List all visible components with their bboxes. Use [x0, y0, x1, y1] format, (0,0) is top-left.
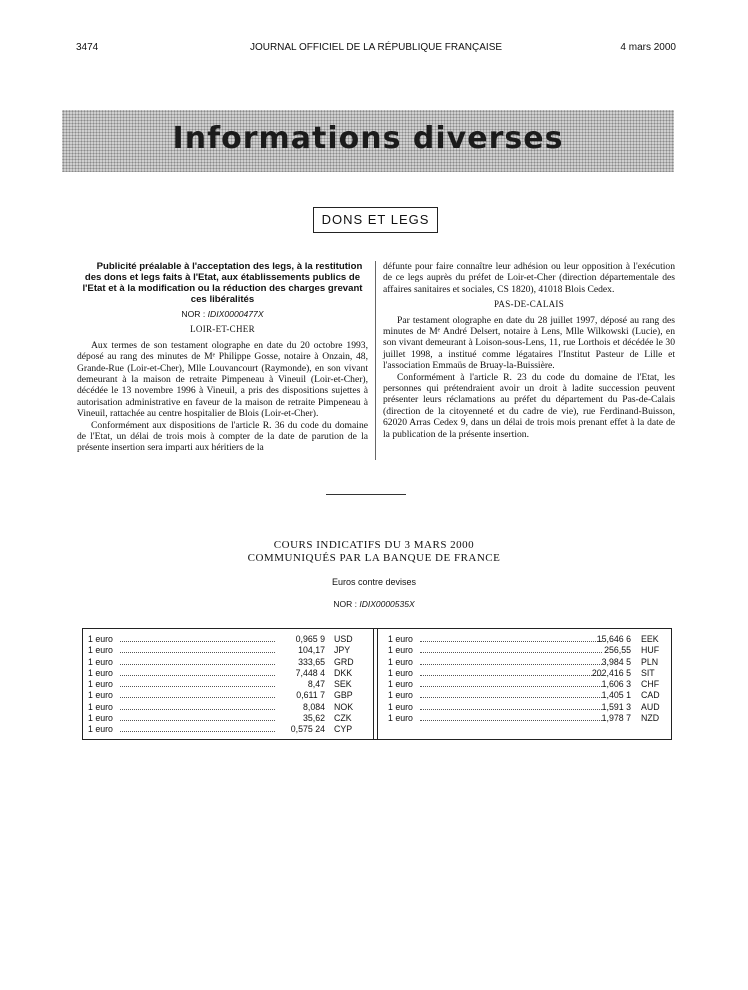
- currency-code: USD: [334, 634, 353, 644]
- article-title: Publicité préalable à l'acceptation des legs, à la restitution des dons et legs faits à l'Etat, aux établissements publics de l'Etat et à la modification ou la réduction des charges grevant ces libéralités: [82, 261, 363, 305]
- rate-value: 333,65: [298, 656, 325, 667]
- rate-label: 1 euro: [88, 713, 113, 724]
- rate-value: 1,606 3: [601, 679, 631, 690]
- leader-dots: [120, 664, 275, 665]
- cours-title-line2: COMMUNIQUÉS PAR LA BANQUE DE FRANCE: [247, 552, 501, 564]
- rate-value: 202,416 5: [591, 667, 631, 678]
- rate-label: 1 euro: [88, 645, 113, 656]
- rate-label: 1 euro: [388, 667, 413, 678]
- rate-label: 1 euro: [388, 690, 413, 701]
- leader-dots: [420, 697, 602, 698]
- rate-value: 8,47: [307, 679, 325, 690]
- paragraph: Par testament olographe en date du 28 juillet 1997, déposé au rang des minutes de Mᵉ André Delsert, notaire à Lens, Mlle Wilkowski (Lucie), en son vivant demeurant à Loison-sous-Lens, 11, rue Lorthois et décédée le 30 juillet 1998, a institué comme légataires l'Institut Pasteur de Lille et l'association Emmaüs de Bruay-la-Buissière.: [383, 314, 675, 372]
- rate-row: [388, 657, 662, 668]
- currency-code: EEK: [641, 634, 659, 644]
- rate-label: 1 euro: [388, 634, 413, 644]
- running-header: [76, 42, 676, 56]
- currency-code: SEK: [334, 679, 352, 690]
- rate-value: 0,575 24: [290, 724, 325, 735]
- leader-dots: [420, 709, 602, 710]
- rate-label: 1 euro: [88, 634, 113, 644]
- rate-row: [388, 690, 662, 701]
- currency-code: JPY: [334, 645, 351, 656]
- department-heading: LOIR-ET-CHER: [190, 324, 255, 335]
- nor-code: IDIX0000477X: [207, 309, 264, 319]
- rate-value: 104,17: [298, 645, 325, 656]
- leader-dots: [420, 641, 602, 642]
- rate-row: [388, 713, 662, 724]
- leader-dots: [420, 720, 602, 721]
- rate-value: 15,646 6: [596, 634, 631, 644]
- rate-label: 1 euro: [388, 679, 413, 690]
- table-column-divider: [373, 628, 378, 740]
- rate-row: [388, 634, 662, 645]
- rate-label: 1 euro: [88, 656, 113, 667]
- cours-subtitle: Euros contre devises: [331, 577, 417, 587]
- journal-title: JOURNAL OFFICIEL DE LA RÉPUBLIQUE FRANÇAISE: [249, 42, 503, 53]
- currency-code: CYP: [334, 724, 353, 735]
- currency-code: DKK: [334, 667, 353, 678]
- rate-label: 1 euro: [88, 724, 113, 735]
- separator-rule: [326, 494, 406, 495]
- leader-dots: [420, 675, 602, 676]
- leader-dots: [120, 641, 275, 642]
- currency-code: SIT: [641, 667, 655, 678]
- rate-label: 1 euro: [88, 679, 113, 690]
- rate-value: 0,965 9: [295, 634, 325, 644]
- leader-dots: [120, 652, 275, 653]
- issue-date: 4 mars 2000: [620, 42, 676, 53]
- currency-code: GBP: [334, 690, 353, 701]
- rate-value: 1,978 7: [601, 713, 631, 724]
- article-column-right: [383, 261, 675, 440]
- rate-value: 0,611 7: [296, 690, 325, 701]
- paragraph-continuation: défunte pour faire connaître leur adhésion ou leur opposition à l'exécution de ce legs auprès du préfet de Loir-et-Cher (direction départementale des affaires sanitaires et sociales, CS 1820), 41018 Blois Cedex.: [383, 261, 675, 295]
- leader-dots: [120, 675, 275, 676]
- nor-label: NOR :: [181, 309, 206, 319]
- rate-row: [88, 690, 363, 701]
- currency-code: CAD: [641, 690, 660, 701]
- rate-label: 1 euro: [388, 645, 413, 656]
- rate-value: 1,591 3: [601, 701, 631, 712]
- leader-dots: [120, 697, 275, 698]
- leader-dots: [120, 720, 275, 721]
- rates-left-column: [88, 634, 363, 736]
- rate-row: [88, 724, 363, 735]
- nor-label: NOR :: [333, 599, 357, 609]
- rates-right-column: [388, 634, 662, 724]
- rate-row: [88, 702, 363, 713]
- currency-code: AUD: [641, 701, 660, 712]
- rate-value: 256,55: [604, 645, 631, 656]
- paragraph: Conformément à l'article R. 23 du code du domaine de l'Etat, les personnes qui prétendraient avoir un droit à ladite succession peuvent présenter leurs réclamations au préfet du département du Pas-de-Calais (direction de la citoyenneté et du cadre de vie), rue Ferdinand-Buisson, 62020 Arras Cedex 9, dans un délai de trois mois prenant effet à la date de la publication de la présente insertion.: [383, 371, 675, 440]
- rate-row: [88, 713, 363, 724]
- leader-dots: [420, 652, 602, 653]
- rate-row: [88, 657, 363, 668]
- currency-code: PLN: [641, 656, 659, 667]
- nor-code: IDIX0000535X: [359, 599, 415, 609]
- department-heading: PAS-DE-CALAIS: [493, 299, 565, 310]
- currency-code: GRD: [334, 656, 354, 667]
- leader-dots: [120, 686, 275, 687]
- leader-dots: [120, 731, 275, 732]
- rate-row: [388, 645, 662, 656]
- rate-label: 1 euro: [388, 701, 413, 712]
- rate-value: 7,448 4: [295, 667, 325, 678]
- rate-row: [88, 679, 363, 690]
- rate-row: [88, 668, 363, 679]
- banner-title: Informations diverses: [172, 121, 564, 156]
- currency-code: NZD: [641, 713, 660, 724]
- rate-row: [88, 645, 363, 656]
- rate-value: 1,405 1: [601, 690, 631, 701]
- cours-title-line1: COURS INDICATIFS DU 3 MARS 2000: [273, 539, 475, 551]
- rate-value: 3,984 5: [601, 656, 631, 667]
- leader-dots: [420, 664, 602, 665]
- article-nor: [77, 309, 368, 320]
- rate-value: 8,084: [302, 701, 325, 712]
- section-heading: DONS ET LEGS: [313, 207, 438, 233]
- cours-nor: [0, 599, 748, 609]
- rate-row: [388, 668, 662, 679]
- currency-code: CZK: [334, 713, 352, 724]
- rate-label: 1 euro: [88, 701, 113, 712]
- rate-row: [388, 702, 662, 713]
- page-number: 3474: [76, 42, 99, 53]
- leader-dots: [120, 709, 275, 710]
- leader-dots: [420, 686, 602, 687]
- column-divider: [375, 261, 376, 460]
- rate-value: 35,62: [302, 713, 325, 724]
- rate-label: 1 euro: [88, 690, 113, 701]
- rate-label: 1 euro: [388, 713, 413, 724]
- rate-label: 1 euro: [388, 656, 413, 667]
- rate-row: [388, 679, 662, 690]
- rate-row: [88, 634, 363, 645]
- article-column-left: [77, 261, 368, 454]
- currency-code: NOK: [334, 701, 354, 712]
- rate-label: 1 euro: [88, 667, 113, 678]
- currency-code: HUF: [641, 645, 660, 656]
- currency-code: CHF: [641, 679, 660, 690]
- paragraph: Conformément aux dispositions de l'article R. 36 du code du domaine de l'Etat, un délai de trois mois à compter de la date de parution de la présente insertion sera imparti aux héritiers de la: [77, 419, 368, 454]
- paragraph: Aux termes de son testament olographe en date du 20 octobre 1993, déposé au rang des minutes de Mᵉ Philippe Gosse, notaire à Onzain, 48, Grande-Rue (Loir-et-Cher), Mlle Louvancourt (Raymonde), en son vivant demeurant à la maison de retraite Pimpeneau à Vineuil (Loir-et-Cher), décédée le 13 novembre 1996 à Vineuil, a pris des dispositions sujettes à autorisation administrative en faveur de la maison de retraite Pimpeneau à Vineuil, rattachée au centre hospitalier de Blois (Loir-et-Cher).: [77, 339, 368, 420]
- informations-diverses-banner: [62, 110, 674, 172]
